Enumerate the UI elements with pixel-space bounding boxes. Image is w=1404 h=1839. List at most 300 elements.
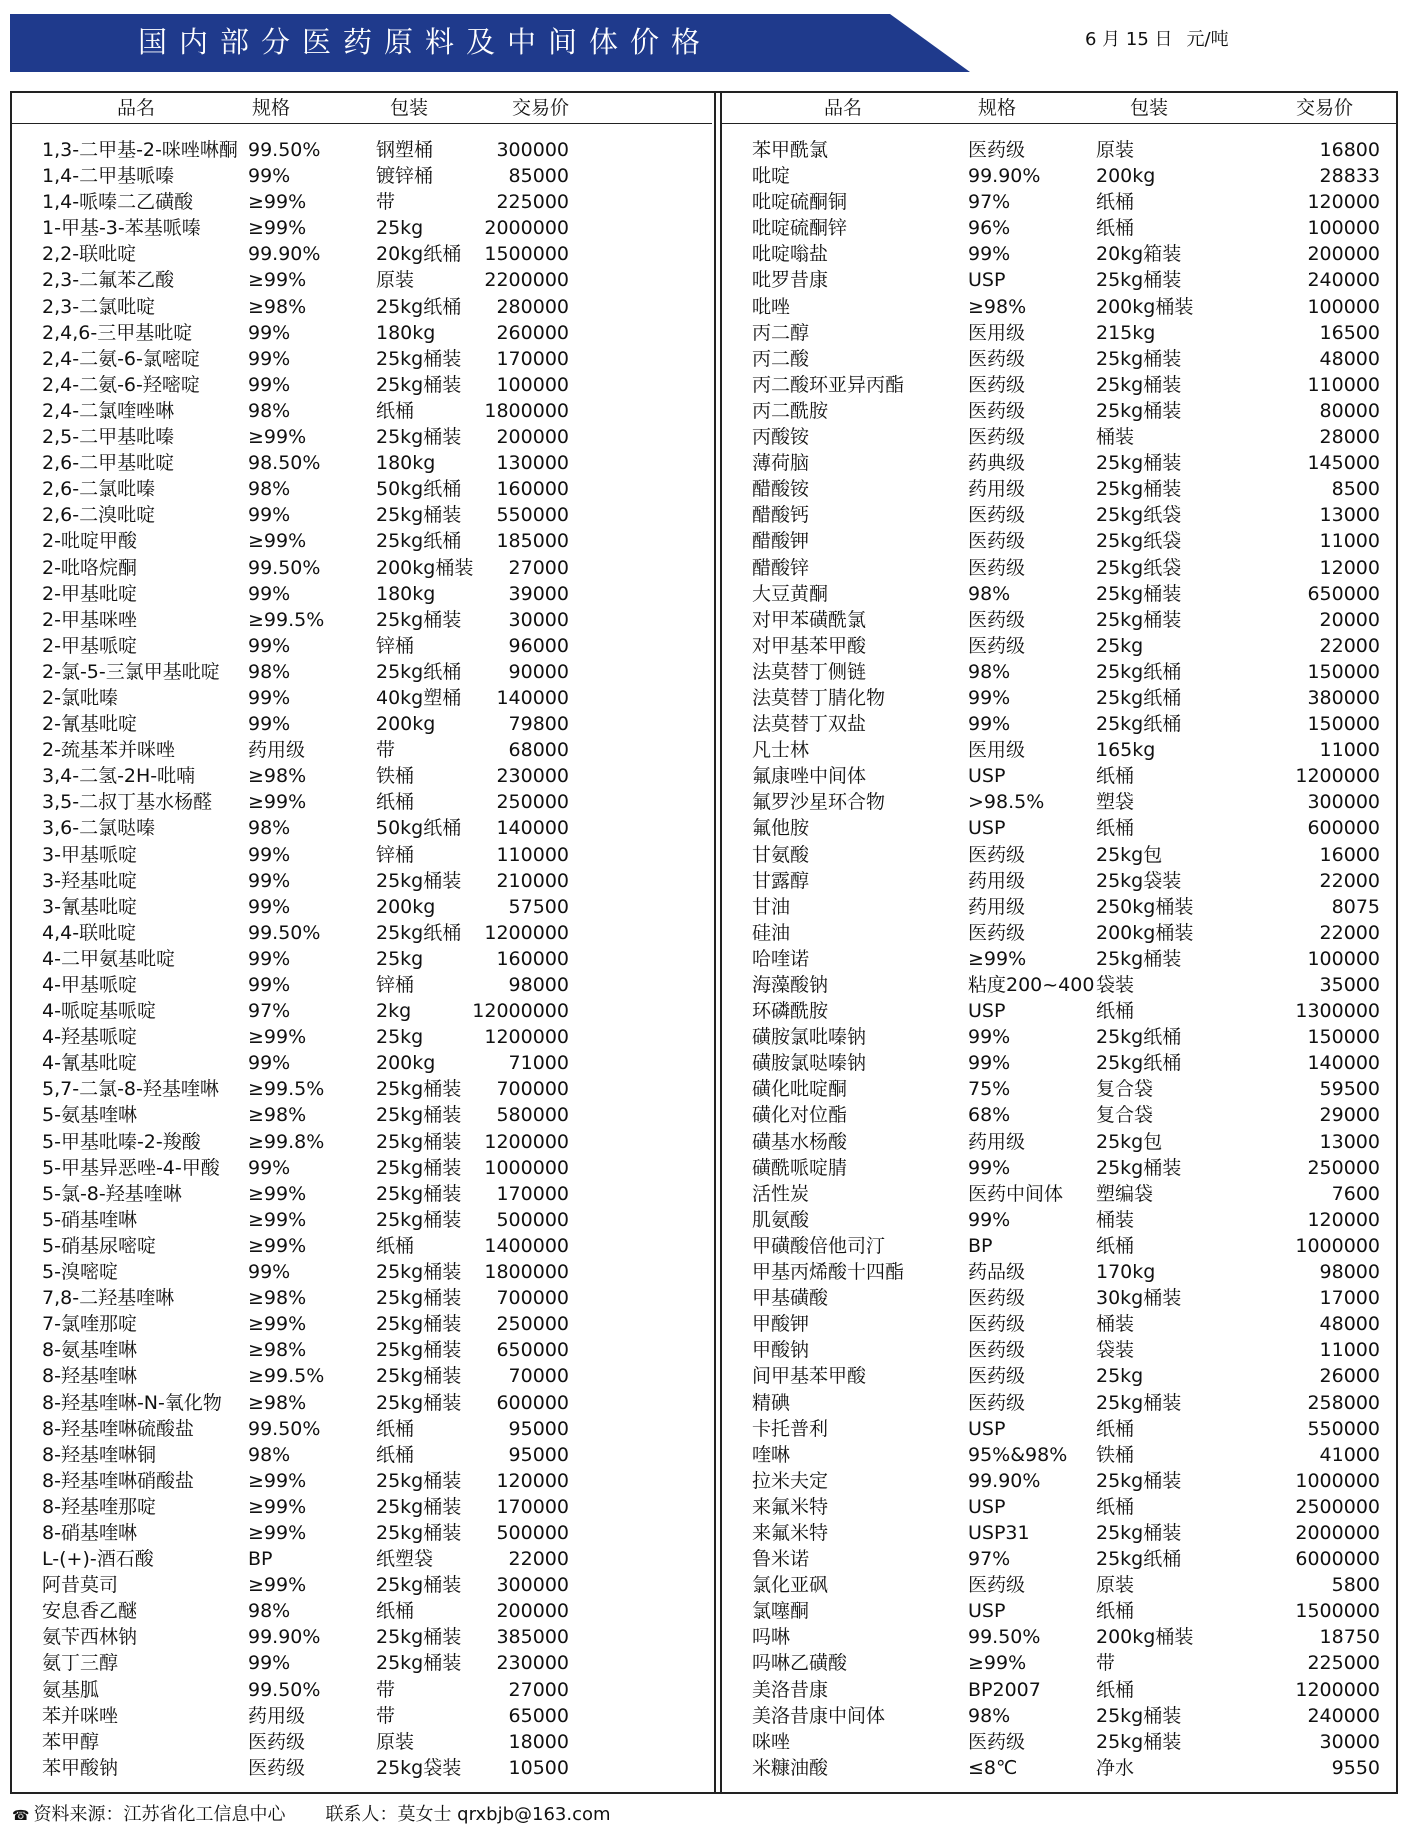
cell-spec: 99.50% <box>248 1678 321 1701</box>
cell-spec: 医药级 <box>968 139 1026 161</box>
cell-name: 法莫替丁双盐 <box>752 713 867 736</box>
cell-price: 5800 <box>1331 1574 1380 1597</box>
cell-price: 160000 <box>496 947 569 970</box>
table-row <box>722 1233 1398 1259</box>
cell-spec: 99% <box>968 1026 1011 1049</box>
table-row <box>722 294 1398 320</box>
cell-spec: 99% <box>248 686 291 709</box>
table-row <box>722 1494 1398 1520</box>
cell-price: 130000 <box>496 452 569 475</box>
cell-package: 25kg桶装 <box>1096 452 1182 475</box>
cell-spec: 99.50% <box>248 1417 321 1440</box>
table-row <box>722 1363 1398 1389</box>
cell-spec: USP <box>968 1417 1006 1440</box>
cell-spec: 97% <box>968 191 1011 214</box>
cell-spec: ≥98% <box>248 1104 307 1127</box>
cell-package: 25kg <box>376 1026 424 1049</box>
cell-spec: 99% <box>248 1652 291 1675</box>
table-row <box>722 424 1398 450</box>
cell-price: 27000 <box>508 556 569 579</box>
cell-name: 喹啉 <box>752 1443 791 1466</box>
cell-name: 丙二酸环亚异丙酯 <box>752 373 905 396</box>
cell-name: 磺化对位酯 <box>752 1104 848 1127</box>
cell-package: 锌桶 <box>376 634 415 657</box>
cell-package: 25kg桶装 <box>1096 947 1182 970</box>
cell-price: 98000 <box>1319 1261 1380 1284</box>
cell-spec: ≥98% <box>968 295 1027 318</box>
cell-spec: 药用级 <box>248 739 306 762</box>
cell-name: 吡啶嗡盐 <box>752 243 829 266</box>
table-row <box>12 685 712 711</box>
cell-package: 纸桶 <box>376 1600 415 1623</box>
cell-spec: ≥99% <box>248 791 307 814</box>
right-table <box>722 93 1398 1792</box>
cell-name: 氟他胺 <box>752 817 810 840</box>
table-row <box>12 972 712 998</box>
cell-package: 纸桶 <box>1096 1234 1135 1257</box>
cell-package: 25kg桶装 <box>376 373 462 396</box>
cell-spec: 医药级 <box>968 1339 1026 1362</box>
cell-price: 98000 <box>508 974 569 996</box>
cell-spec: 99% <box>248 582 291 605</box>
cell-package: 25kg <box>1096 634 1144 657</box>
cell-package: 50kg纸桶 <box>376 478 462 501</box>
table-row <box>12 189 712 215</box>
cell-package: 25kg桶装 <box>1096 373 1182 396</box>
cell-price: 2200000 <box>484 269 569 292</box>
cell-name: 4,4-联吡啶 <box>42 921 137 944</box>
header-package: 包装 <box>1130 97 1169 119</box>
cell-name: 甲酸钾 <box>752 1313 810 1336</box>
table-row <box>722 1050 1398 1076</box>
cell-name: 吡唑 <box>752 295 791 318</box>
cell-name: 2-吡啶甲酸 <box>42 530 137 553</box>
cell-spec: ≥99% <box>248 1313 307 1336</box>
cell-spec: 医药级 <box>968 1391 1026 1414</box>
table-row <box>12 346 712 372</box>
cell-package: 原装 <box>376 1730 415 1753</box>
cell-price: 79800 <box>508 713 569 736</box>
cell-price: 39000 <box>508 582 569 605</box>
table-row <box>12 1102 712 1128</box>
cell-package: 复合袋 <box>1096 1078 1154 1101</box>
cell-package: 25kg桶装 <box>1096 1730 1182 1753</box>
cell-name: 3,6-二氯哒嗪 <box>42 817 156 840</box>
cell-package: 25kg桶装 <box>376 347 462 370</box>
cell-price: 9550 <box>1331 1756 1380 1779</box>
cell-name: 甲基丙烯酸十四酯 <box>752 1261 905 1284</box>
cell-package: 25kg桶装 <box>376 1574 462 1597</box>
cell-price: 120000 <box>496 1469 569 1492</box>
cell-name: 2,5-二甲基吡嗪 <box>42 426 175 449</box>
table-row <box>722 659 1398 685</box>
cell-price: 500000 <box>496 1521 569 1544</box>
cell-price: 1500000 <box>1295 1600 1380 1623</box>
cell-price: 100000 <box>496 373 569 396</box>
cell-package: 180kg <box>376 452 436 475</box>
cell-name: 5-硝基尿嘧啶 <box>42 1234 156 1257</box>
cell-name: 吡啶硫酮铜 <box>752 191 848 214</box>
table-row <box>722 1624 1398 1650</box>
table-row <box>12 241 712 267</box>
cell-spec: 99% <box>248 843 291 866</box>
cell-spec: 99% <box>248 1052 291 1075</box>
cell-spec: 医药级 <box>968 634 1026 657</box>
cell-name: 醋酸锌 <box>752 556 810 579</box>
table-row <box>722 946 1398 972</box>
cell-price: 300000 <box>496 139 569 161</box>
cell-name: 2-甲基咪唑 <box>42 608 137 631</box>
table-row <box>12 1442 712 1468</box>
cell-name: 2-甲基哌啶 <box>42 634 137 657</box>
cell-package: 200kg桶装 <box>1096 921 1194 944</box>
cell-package: 袋装 <box>1096 974 1135 996</box>
cell-package: 纸桶 <box>1096 1417 1135 1440</box>
cell-spec: 98% <box>248 817 291 840</box>
cell-price: 7600 <box>1331 1182 1380 1205</box>
table-row <box>722 815 1398 841</box>
table-row <box>12 424 712 450</box>
cell-spec: 药用级 <box>968 895 1026 918</box>
source-text: 资料来源：江苏省化工信息中心 <box>33 1804 286 1825</box>
cell-spec: ≥99% <box>248 1208 307 1231</box>
cell-price: 240000 <box>1307 269 1380 292</box>
cell-name: 米糠油酸 <box>752 1756 829 1779</box>
table-row <box>12 528 712 554</box>
cell-package: 钢塑桶 <box>376 139 434 161</box>
cell-price: 80000 <box>1319 399 1380 422</box>
table-row <box>12 1494 712 1520</box>
table-row <box>12 1546 712 1572</box>
cell-package: 25kg纸桶 <box>1096 1052 1182 1075</box>
header-package: 包装 <box>390 97 429 119</box>
cell-name: 来氟米特 <box>752 1495 829 1518</box>
cell-price: 10500 <box>508 1756 569 1779</box>
cell-name: 2,2-联吡啶 <box>42 243 137 266</box>
cell-spec: USP <box>968 1600 1006 1623</box>
table-row <box>722 972 1398 998</box>
cell-price: 1000000 <box>1295 1469 1380 1492</box>
cell-package: 镀锌桶 <box>376 165 434 188</box>
table-row <box>722 1703 1398 1729</box>
table-header <box>722 93 1398 124</box>
cell-name: 1,4-二甲基哌嗪 <box>42 165 175 188</box>
cell-package: 25kg桶装 <box>376 1208 462 1231</box>
cell-package: 25kg桶装 <box>376 1391 462 1414</box>
cell-name: 吡啶硫酮锌 <box>752 217 848 240</box>
cell-price: 95000 <box>508 1417 569 1440</box>
cell-package: 塑袋 <box>1096 791 1135 814</box>
cell-package: 200kg <box>376 713 436 736</box>
cell-spec: 99% <box>968 1208 1011 1231</box>
cell-spec: BP2007 <box>968 1678 1041 1701</box>
cell-name: 1-甲基-3-苯基哌嗪 <box>42 217 201 240</box>
cell-package: 25kg桶装 <box>1096 1391 1182 1414</box>
cell-spec: 98% <box>248 1443 291 1466</box>
cell-name: 5,7-二氯-8-羟基喹啉 <box>42 1078 219 1101</box>
cell-name: 3,4-二氢-2H-吡喃 <box>42 765 196 788</box>
cell-spec: 98% <box>248 478 291 501</box>
cell-package: 200kg <box>1096 165 1156 188</box>
cell-spec: ≥99% <box>968 1652 1027 1675</box>
cell-package: 25kg桶装 <box>376 1104 462 1127</box>
cell-price: 28833 <box>1319 165 1380 188</box>
cell-name: 卡托普利 <box>752 1417 829 1440</box>
cell-spec: 医药级 <box>968 504 1026 527</box>
cell-price: 8075 <box>1331 895 1380 918</box>
table-row <box>722 894 1398 920</box>
cell-price: 18750 <box>1319 1626 1380 1649</box>
cell-package: 25kg <box>376 217 424 240</box>
cell-spec: 药典级 <box>968 452 1026 475</box>
table-row <box>722 137 1398 163</box>
cell-price: 250000 <box>1307 1156 1380 1179</box>
cell-name: 5-氯-8-羟基喹啉 <box>42 1182 182 1205</box>
cell-price: 48000 <box>1319 347 1380 370</box>
cell-price: 96000 <box>508 634 569 657</box>
cell-price: 700000 <box>496 1287 569 1310</box>
cell-package: 25kg桶装 <box>376 1078 462 1101</box>
cell-package: 25kg桶装 <box>1096 1521 1182 1544</box>
cell-package: 铁桶 <box>376 765 415 788</box>
cell-price: 650000 <box>496 1339 569 1362</box>
table-row <box>722 920 1398 946</box>
right-rows <box>722 137 1398 1781</box>
cell-price: 1800000 <box>484 1261 569 1284</box>
cell-name: 丙二酸 <box>752 347 810 370</box>
table-row <box>12 1755 712 1781</box>
cell-package: 纸桶 <box>376 1443 415 1466</box>
cell-spec: USP <box>968 817 1006 840</box>
cell-spec: ≤8℃ <box>968 1756 1018 1779</box>
cell-price: 85000 <box>508 165 569 188</box>
cell-spec: BP <box>968 1234 993 1257</box>
cell-package: 20kg箱装 <box>1096 243 1182 266</box>
cell-spec: 99.90% <box>248 1626 321 1649</box>
cell-name: 4-甲基哌啶 <box>42 974 137 996</box>
cell-package: 20kg纸桶 <box>376 243 462 266</box>
table-row <box>12 372 712 398</box>
cell-price: 258000 <box>1307 1391 1380 1414</box>
cell-name: 甘油 <box>752 895 791 918</box>
table-row <box>722 581 1398 607</box>
table-row <box>12 398 712 424</box>
cell-name: 肌氨酸 <box>752 1208 810 1231</box>
cell-price: 580000 <box>496 1104 569 1127</box>
cell-price: 16000 <box>1319 843 1380 866</box>
cell-package: 25kg包 <box>1096 843 1163 866</box>
table-row <box>722 163 1398 189</box>
table-row <box>722 398 1398 424</box>
cell-price: 29000 <box>1319 1104 1380 1127</box>
cell-spec: 98% <box>248 1600 291 1623</box>
cell-package: 200kg <box>376 1052 436 1075</box>
cell-price: 48000 <box>1319 1313 1380 1336</box>
cell-name: 2-氰基吡啶 <box>42 713 137 736</box>
cell-name: 甘露醇 <box>752 869 810 892</box>
cell-spec: USP <box>968 1000 1006 1023</box>
cell-price: 100000 <box>1307 217 1380 240</box>
cell-package: 纸桶 <box>1096 191 1135 214</box>
header-price: 交易价 <box>512 97 570 119</box>
header-price: 交易价 <box>1296 97 1354 119</box>
contact-text: 联系人：莫女士 qrxbjb@163.com <box>325 1804 611 1825</box>
table-row <box>12 1572 712 1598</box>
cell-spec: ≥98% <box>248 765 307 788</box>
table-row <box>722 1076 1398 1102</box>
table-row <box>12 633 712 659</box>
cell-spec: ≥99% <box>248 217 307 240</box>
cell-name: 1,3-二甲基-2-咪唑啉酮 <box>42 139 238 161</box>
cell-spec: 75% <box>968 1078 1011 1101</box>
table-row <box>12 215 712 241</box>
cell-package: 215kg <box>1096 321 1156 344</box>
cell-name: 氨丁三醇 <box>42 1652 119 1675</box>
cell-name: 4-二甲氨基吡啶 <box>42 947 175 970</box>
table-row <box>722 1207 1398 1233</box>
cell-package: 带 <box>376 739 396 762</box>
cell-price: 1000000 <box>1295 1234 1380 1257</box>
table-row <box>12 476 712 502</box>
cell-price: 26000 <box>1319 1365 1380 1388</box>
cell-spec: USP <box>968 765 1006 788</box>
cell-price: 22000 <box>508 1548 569 1571</box>
cell-price: 70000 <box>508 1365 569 1388</box>
cell-price: 170000 <box>496 1182 569 1205</box>
cell-spec: 99% <box>968 1156 1011 1179</box>
table-row <box>12 1650 712 1676</box>
cell-name: 2,3-二氟苯乙酸 <box>42 269 175 292</box>
cell-package: 25kg纸桶 <box>1096 686 1182 709</box>
table-row <box>12 842 712 868</box>
table-row <box>12 789 712 815</box>
table-row <box>12 946 712 972</box>
cell-name: 美洛昔康 <box>752 1678 829 1701</box>
cell-package: 25kg桶装 <box>1096 478 1182 501</box>
cell-name: 2,4,6-三甲基吡啶 <box>42 321 193 344</box>
cell-price: 140000 <box>496 686 569 709</box>
cell-package: 桶装 <box>1096 1208 1135 1231</box>
cell-package: 复合袋 <box>1096 1104 1154 1127</box>
table-row <box>722 1650 1398 1676</box>
cell-name: 咪唑 <box>752 1730 791 1753</box>
cell-name: 硅油 <box>752 921 791 944</box>
cell-spec: ≥99% <box>248 1182 307 1205</box>
table-row <box>12 267 712 293</box>
cell-spec: 98% <box>248 660 291 683</box>
table-row <box>12 763 712 789</box>
table-row <box>12 1390 712 1416</box>
cell-price: 13000 <box>1319 1130 1380 1153</box>
cell-name: 法莫替丁侧链 <box>752 660 867 683</box>
cell-price: 150000 <box>1307 713 1380 736</box>
cell-spec: ≥99% <box>248 1234 307 1257</box>
cell-price: 95000 <box>508 1443 569 1466</box>
cell-price: 1300000 <box>1295 1000 1380 1023</box>
cell-price: 280000 <box>496 295 569 318</box>
table-row <box>722 1598 1398 1624</box>
cell-price: 71000 <box>508 1052 569 1075</box>
cell-spec: 医药级 <box>968 530 1026 553</box>
cell-name: 氯噻酮 <box>752 1600 810 1623</box>
cell-name: 氨基胍 <box>42 1678 100 1701</box>
cell-price: 380000 <box>1307 686 1380 709</box>
cell-price: 700000 <box>496 1078 569 1101</box>
cell-price: 11000 <box>1319 1339 1380 1362</box>
table-row <box>722 1572 1398 1598</box>
table-row <box>12 659 712 685</box>
table-row <box>12 1285 712 1311</box>
cell-spec: 药用级 <box>968 869 1026 892</box>
table-row <box>722 1311 1398 1337</box>
cell-spec: 99% <box>968 1052 1011 1075</box>
cell-package: 25kg <box>1096 1365 1144 1388</box>
table-row <box>722 737 1398 763</box>
cell-price: 210000 <box>496 869 569 892</box>
table-row <box>722 241 1398 267</box>
table-row <box>722 685 1398 711</box>
cell-name: 3,5-二叔丁基水杨醛 <box>42 791 213 814</box>
cell-spec: ≥98% <box>248 1287 307 1310</box>
cell-spec: USP <box>968 269 1006 292</box>
cell-name: 5-甲基异恶唑-4-甲酸 <box>42 1156 220 1179</box>
phone-icon: ☎ <box>12 1808 30 1824</box>
cell-name: 氯化亚砜 <box>752 1574 829 1597</box>
cell-name: 大豆黄酮 <box>752 582 829 605</box>
table-row <box>722 1468 1398 1494</box>
cell-spec: 98% <box>968 1704 1011 1727</box>
cell-name: 5-甲基吡嗪-2-羧酸 <box>42 1130 201 1153</box>
cell-name: 磺基水杨酸 <box>752 1130 848 1153</box>
cell-price: 100000 <box>1307 947 1380 970</box>
table-row <box>12 1520 712 1546</box>
table-row <box>12 450 712 476</box>
cell-spec: 医药级 <box>968 373 1026 396</box>
cell-name: 2,6-二溴吡啶 <box>42 504 156 527</box>
table-row <box>722 868 1398 894</box>
cell-price: 230000 <box>496 765 569 788</box>
table-row <box>12 1207 712 1233</box>
table-row <box>12 137 712 163</box>
cell-package: 纸桶 <box>376 791 415 814</box>
cell-spec: 医用级 <box>968 321 1026 344</box>
cell-name: 8-羟基喹啉-N-氧化物 <box>42 1391 222 1414</box>
cell-package: 纸桶 <box>1096 1495 1135 1518</box>
cell-spec: 医药级 <box>968 608 1026 631</box>
table-row <box>12 1050 712 1076</box>
cell-package: 纸桶 <box>1096 817 1135 840</box>
cell-spec: ≥99% <box>248 1469 307 1492</box>
table-row <box>12 1468 712 1494</box>
table-row <box>722 1677 1398 1703</box>
cell-price: 145000 <box>1307 452 1380 475</box>
table-row <box>12 998 712 1024</box>
date-unit <box>1085 22 1229 58</box>
cell-name: 阿昔莫司 <box>42 1574 119 1597</box>
cell-spec: 98% <box>248 399 291 422</box>
cell-package: 25kg桶装 <box>376 1156 462 1179</box>
cell-price: 27000 <box>508 1678 569 1701</box>
cell-package: 带 <box>1096 1652 1116 1675</box>
cell-price: 20000 <box>1319 608 1380 631</box>
table-row <box>722 1285 1398 1311</box>
cell-name: 活性炭 <box>752 1182 810 1205</box>
cell-package: 25kg桶装 <box>376 1130 462 1153</box>
cell-price: 22000 <box>1319 921 1380 944</box>
cell-spec: 医药级 <box>248 1756 306 1779</box>
cell-name: 1,4-哌嗪二乙磺酸 <box>42 191 194 214</box>
cell-spec: 药用级 <box>248 1704 306 1727</box>
